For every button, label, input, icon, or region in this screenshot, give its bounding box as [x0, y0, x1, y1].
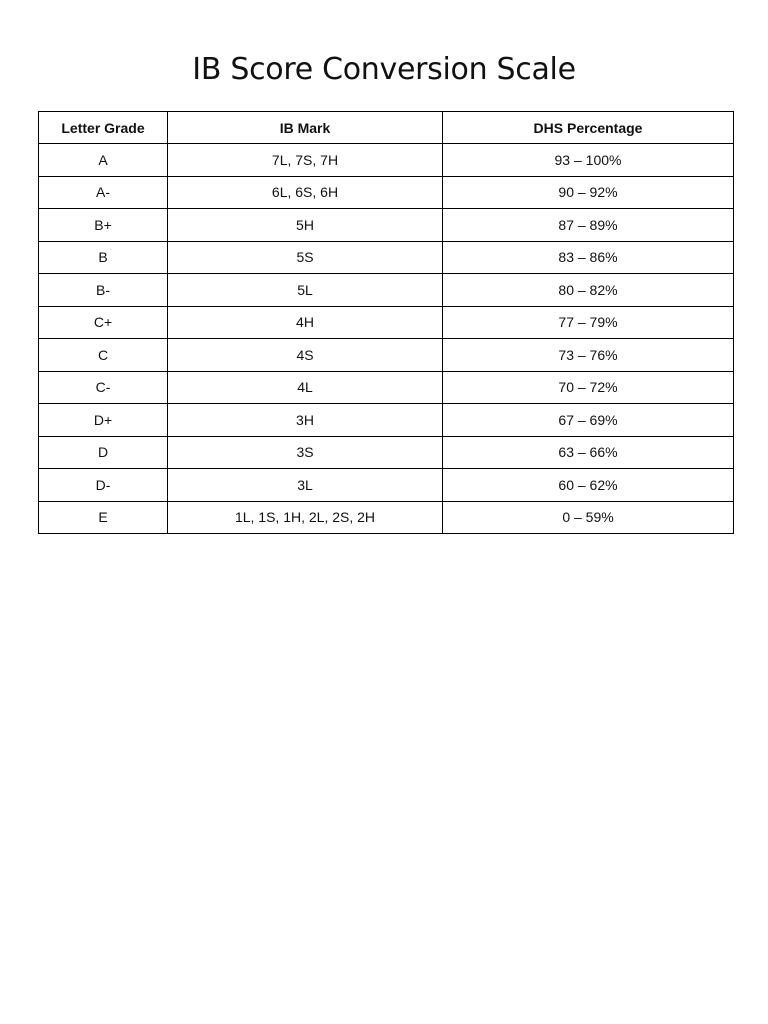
dhs-percentage-cell: 90 – 92%: [443, 176, 734, 209]
letter-grade-cell: C+: [39, 306, 168, 339]
dhs-percentage-cell: 77 – 79%: [443, 306, 734, 339]
ib-mark-cell: 4H: [168, 306, 443, 339]
letter-grade-cell: B+: [39, 209, 168, 242]
ib-mark-cell: 3S: [168, 436, 443, 469]
table-row: [39, 176, 734, 209]
letter-grade-cell: A: [39, 144, 168, 177]
table-row: [39, 371, 734, 404]
letter-grade-cell: A-: [39, 176, 168, 209]
table-row: [39, 274, 734, 307]
header-ib-mark: IB Mark: [168, 112, 443, 144]
letter-grade-cell: D: [39, 436, 168, 469]
letter-grade-cell: E: [39, 501, 168, 534]
letter-grade-cell: B: [39, 241, 168, 274]
ib-mark-cell: 3H: [168, 404, 443, 437]
dhs-percentage-cell: 60 – 62%: [443, 469, 734, 502]
ib-mark-cell: 5L: [168, 274, 443, 307]
table-row: [39, 501, 734, 534]
dhs-percentage-cell: 93 – 100%: [443, 144, 734, 177]
ib-mark-cell: 7L, 7S, 7H: [168, 144, 443, 177]
page-title: IB Score Conversion Scale: [192, 52, 576, 87]
header-dhs-percentage: DHS Percentage: [443, 112, 734, 144]
ib-mark-cell: 3L: [168, 469, 443, 502]
table-row: [39, 339, 734, 372]
dhs-percentage-cell: 83 – 86%: [443, 241, 734, 274]
table-row: [39, 436, 734, 469]
ib-mark-cell: 1L, 1S, 1H, 2L, 2S, 2H: [168, 501, 443, 534]
letter-grade-cell: C-: [39, 371, 168, 404]
table-row: [39, 404, 734, 437]
table-row: [39, 241, 734, 274]
table-header-row: [39, 112, 734, 144]
letter-grade-cell: B-: [39, 274, 168, 307]
dhs-percentage-cell: 63 – 66%: [443, 436, 734, 469]
dhs-percentage-cell: 70 – 72%: [443, 371, 734, 404]
dhs-percentage-cell: 67 – 69%: [443, 404, 734, 437]
ib-mark-cell: 4S: [168, 339, 443, 372]
header-letter-grade: Letter Grade: [39, 112, 168, 144]
letter-grade-cell: C: [39, 339, 168, 372]
ib-mark-cell: 5H: [168, 209, 443, 242]
ib-mark-cell: 6L, 6S, 6H: [168, 176, 443, 209]
letter-grade-cell: D+: [39, 404, 168, 437]
table-row: [39, 144, 734, 177]
dhs-percentage-cell: 0 – 59%: [443, 501, 734, 534]
table-row: [39, 469, 734, 502]
ib-mark-cell: 4L: [168, 371, 443, 404]
conversion-table: [38, 111, 734, 534]
letter-grade-cell: D-: [39, 469, 168, 502]
dhs-percentage-cell: 80 – 82%: [443, 274, 734, 307]
table-row: [39, 306, 734, 339]
table-row: [39, 209, 734, 242]
dhs-percentage-cell: 73 – 76%: [443, 339, 734, 372]
ib-mark-cell: 5S: [168, 241, 443, 274]
dhs-percentage-cell: 87 – 89%: [443, 209, 734, 242]
